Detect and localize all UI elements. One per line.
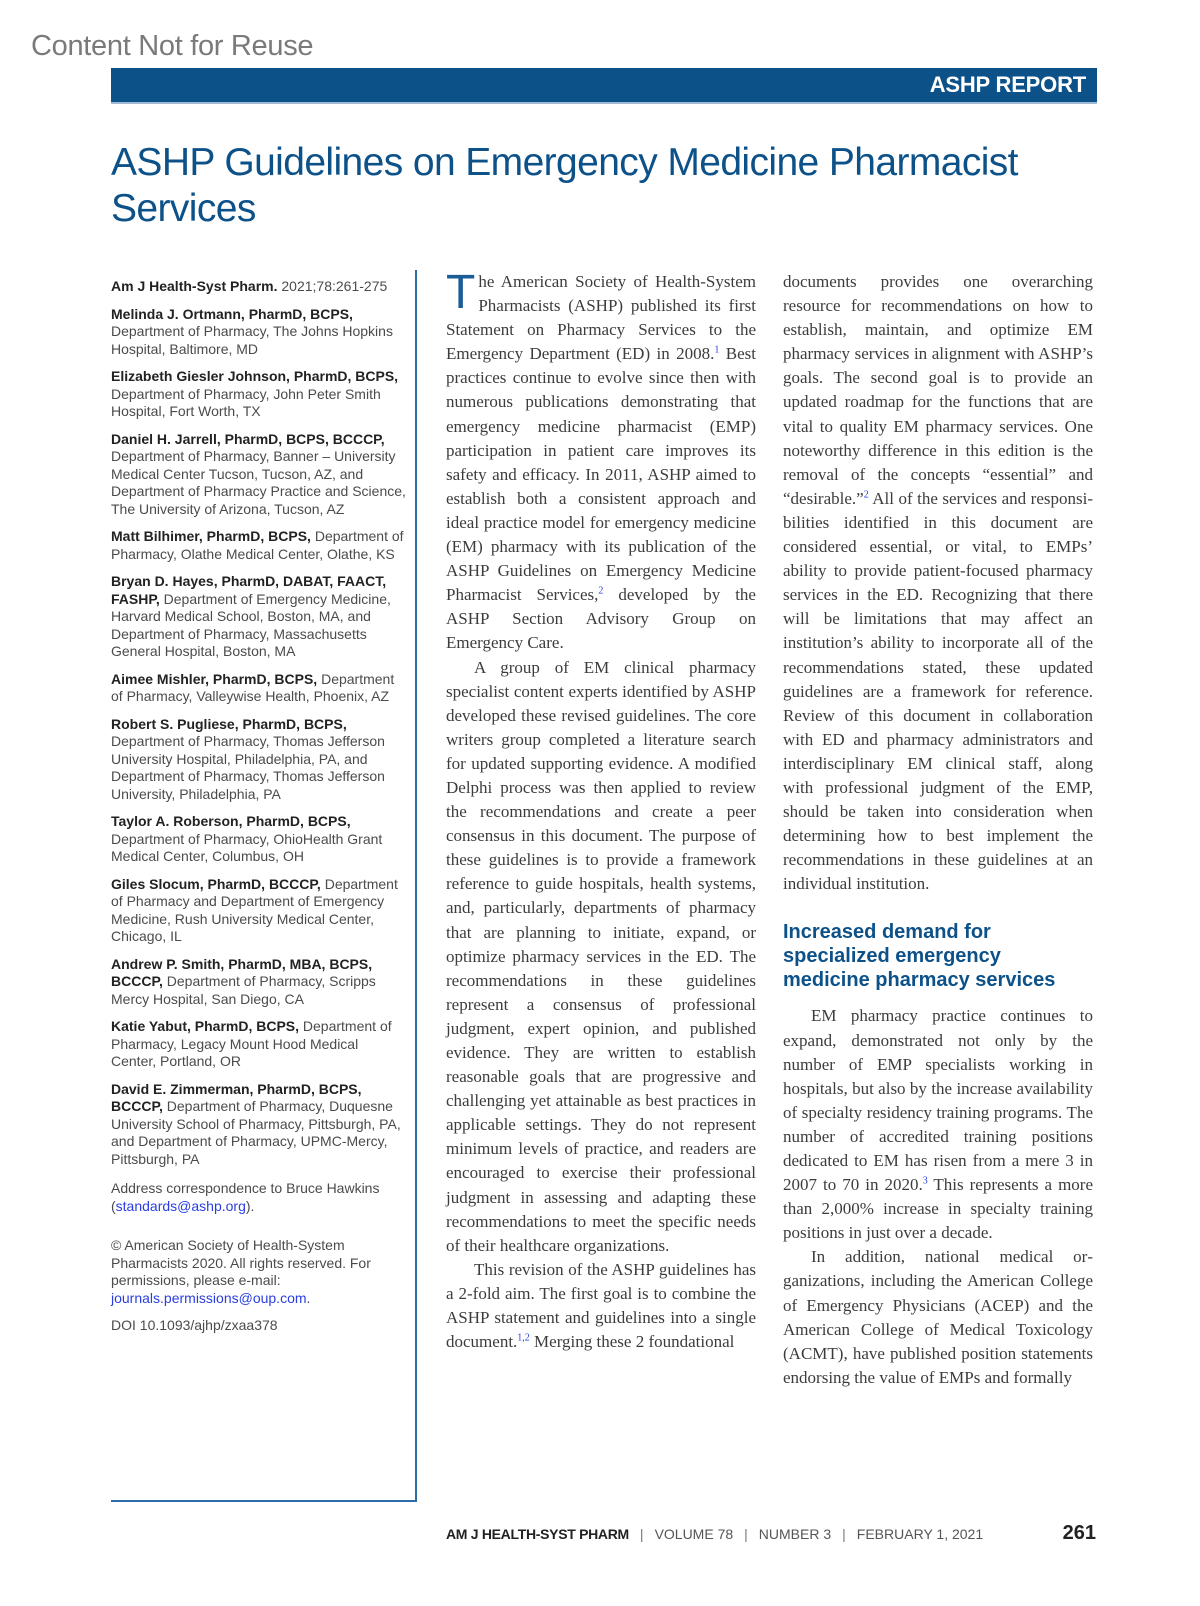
- author-affiliation: Department of Pharmacy, Duquesne University School of Pharmacy, Pittsburgh, PA, and Department of Pharmacy, UPMC-Mercy, Pittsburgh, PA: [111, 1098, 401, 1167]
- author-affiliation: Department of Pharmacy, Valleywise Health, Phoenix, AZ: [111, 670, 395, 704]
- paragraph-text: All of the services and responsibilities identified in this document are considered essential, or vital, to EMPs’ ability to provide patient-focused pharmacy services in the ED. Recognizing that there will be limitations that may affect an institution’s ability to incorporate all of the recommendations stated, these updated guidelines are a framework for reference. Review of this document in collaboration with ED and pharmacy administrators and interdisciplinary EM clinical staff, along with professional judgment of the EMP, should be taken into consideration when determining how to best implement the recommendations in these guidelines at an individual institution.: [783, 488, 1093, 894]
- citation: [111, 278, 415, 296]
- paragraph-text: This revision of the ASHP guidelines has a 2-fold aim. The first goal is to combine the ASHP statement and guidelines into a single document.: [446, 1259, 756, 1352]
- paragraph-text: Merging these 2 foundational: [529, 1332, 735, 1352]
- author-affiliation: Department of Pharmacy, Olathe Medical Center, Olathe, KS: [111, 528, 404, 562]
- citation-journal: Am J Health-Syst Pharm.: [111, 278, 278, 294]
- author-affiliation: Department of Pharmacy, Banner – University Medical Center Tucson, Tucson, AZ, and Department of Pharmacy Practice and Science, The University of Arizona, Tucson, AZ: [111, 448, 406, 517]
- paragraph-demand: [783, 1004, 1093, 1245]
- copyright-text: © American Society of Health-System Pharmacists 2020. All rights reserved. For permissions, please e-mail:: [111, 1237, 371, 1288]
- author-entry: [111, 1018, 415, 1071]
- author-list: [111, 306, 415, 1169]
- paragraph-text: he American Society of Health-System Pharmacists (ASHP) published its first Statement on Pharmacy Services to the Emergency Department (ED) in 2008.: [446, 272, 756, 364]
- footer-separator: |: [842, 1526, 846, 1542]
- author-affiliation: Department of Pharmacy, Scripps Mercy Hospital, San Diego, CA: [111, 973, 376, 1007]
- author-entry: [111, 573, 415, 661]
- reference-link[interactable]: 2: [863, 489, 869, 501]
- footer-journal: AM J HEALTH-SYST PHARM: [446, 1526, 629, 1542]
- page-footer: [446, 1522, 1096, 1546]
- reference-link[interactable]: 1,2: [517, 1332, 530, 1344]
- author-affiliation: Department of Emergency Medicine, Harvard Medical School, Boston, MA, and Department of Pharmacy, Massachusetts General Hospital, Boston, MA: [111, 590, 391, 659]
- doi: DOI 10.1093/ajhp/zxaa378: [111, 1317, 278, 1333]
- paragraph-organizations: In addition, national medical organizations, including the American College of Emergency Physicians (ACEP) and the American College of Medical Toxicology (ACMT), have published position statements endorsing the value of EMPs and formally: [783, 1247, 1093, 1387]
- author-affiliation: Department of Pharmacy, The Johns Hopkins Hospital, Baltimore, MD: [111, 323, 393, 357]
- footer-number: NUMBER 3: [758, 1526, 832, 1542]
- correspondence-email-link[interactable]: standards@ashp.org: [115, 1197, 246, 1214]
- author-name: David E. Zimmerman, PharmD, BCPS, BCCCP,: [111, 1080, 362, 1114]
- paragraph-text: This represents a more than 2,000% increase in specialty training positions in just over a decade.: [783, 1175, 1093, 1243]
- reference-link[interactable]: 3: [922, 1175, 928, 1187]
- author-affiliation: Department of Pharmacy, John Peter Smith Hospital, Fort Worth, TX: [111, 385, 381, 419]
- author-entry: [111, 671, 415, 706]
- address-suffix: ).: [245, 1197, 255, 1214]
- permissions-email-link[interactable]: journals.permissions@oup.com: [111, 1289, 307, 1306]
- author-name: Taylor A. Roberson, PharmD, BCPS,: [111, 813, 351, 829]
- paragraph-group: A group of EM clinical pharmacy specialist content experts identified by ASHP developed these revised guidelines. The core writers group completed a literature search for updated supporting evidence. A modified Delphi process was then applied to review the recommendations and create a peer consensus in this document. The purpose of these guidelines is to provide a framework reference to guide hospitals, health systems, and, particularly, departments of pharmacy that are planning to initiate, expand, or optimize pharmacy services in the ED. The recommendations in these guidelines represent a consensus of professional judgment, expert opinion, and published evidence. They are written to establish reasonable goals that are progressive and challenging yet attainable as best practices in applicable settings. They do not represent minimum levels of practice, and readers are encouraged to exercise their professional judgment in assessing and adapting these recommendations to meet the specific needs of their healthcare organizations.: [446, 657, 756, 1255]
- author-entry: [111, 431, 415, 519]
- author-name: Andrew P. Smith, PharmD, MBA, BCPS, BCCCP,: [111, 955, 373, 989]
- paragraph-revision: [446, 1258, 756, 1354]
- author-name: Giles Slocum, PharmD, BCCCP,: [111, 875, 321, 892]
- author-affiliation: Department of Pharmacy, OhioHealth Grant Medical Center, Columbus, OH: [111, 830, 383, 864]
- address-text: Address correspondence to Bruce Hawkins (: [111, 1180, 380, 1214]
- author-affiliation: Department of Pharmacy, Legacy Mount Hood Medical Center, Portland, OR: [111, 1018, 392, 1069]
- drop-cap: T: [446, 266, 476, 319]
- author-name: Robert S. Pugliese, PharmD, BCPS,: [111, 715, 347, 732]
- author-name: Katie Yabut, PharmD, BCPS,: [111, 1018, 300, 1034]
- author-name: Elizabeth Giesler Johnson, PharmD, BCPS,: [111, 368, 399, 384]
- author-entry: [111, 1081, 415, 1169]
- author-entry: [111, 716, 415, 804]
- author-name: Aimee Mishler, PharmD, BCPS,: [111, 670, 318, 687]
- citation-ref: 2021;78:261-275: [277, 278, 388, 294]
- paragraph-text: EM pharmacy practice continues to expand, demonstrated not only by the number of EMP specialists working in hospitals, but also by the increase availability of specialty residency training programs. The number of accredited training positions dedicated to EM has risen from a mere 3 in 2007 to 70 in 2020.: [783, 1006, 1093, 1195]
- reference-link[interactable]: 1: [714, 344, 720, 356]
- author-entry: [111, 528, 415, 563]
- copyright-suffix: .: [306, 1289, 311, 1306]
- author-entry: [111, 813, 415, 866]
- author-entry: [111, 876, 415, 946]
- paragraph-text: documents provides one overarching resource for recommendations on how to establish, maintain, and optimize EM pharmacy services in alignment with ASHP’s goals. The second goal is to provide an updated roadmap for the functions that are vital to quality EM pharmacy services. One noteworthy difference in this edition is the removal of the concepts “essential” and “desirable.”: [783, 272, 1093, 508]
- author-name: Bryan D. Hayes, PharmD, DABAT, FAACT, FASHP,: [111, 573, 387, 607]
- author-affiliation: Department of Pharmacy and Department of Emergency Medicine, Rush University Medical Center, Chicago, IL: [111, 875, 398, 944]
- author-name: Melinda J. Ortmann, PharmD, BCPS,: [111, 305, 353, 322]
- footer-separator: |: [744, 1526, 748, 1542]
- author-entry: [111, 368, 415, 421]
- body-column-1: [446, 266, 756, 1354]
- author-name: Matt Bilhimer, PharmD, BCPS,: [111, 528, 311, 544]
- paragraph-text: Best practices continue to evolve since then with numerous publications demonstrating that emergency medicine pharmacist (EMP) participation in patient care improves its safety and efficacy. In 2011, ASHP aimed to establish both a consistent approach and ideal practice model for emergency medicine (EM) pharmacy with its publication of the ASHP Guidelines on Emergency Medicine Pharmacist Services,: [446, 344, 756, 605]
- paragraph-text: developed by the ASHP Section Advisory Group on Emergency Care.: [446, 585, 756, 653]
- paragraph-continued: [783, 270, 1093, 896]
- page-number: 261: [1062, 1522, 1096, 1544]
- report-banner: [111, 68, 1097, 104]
- footer-date: FEBRUARY 1, 2021: [856, 1526, 984, 1542]
- author-sidebar: [111, 270, 417, 1502]
- footer-separator: |: [639, 1526, 644, 1542]
- author-affiliation: Department of Pharmacy, Thomas Jefferson University Hospital, Philadelphia, PA, and Department of Pharmacy, Thomas Jefferson University, Philadelphia, PA: [111, 733, 385, 802]
- copyright-notice: [111, 1237, 415, 1307]
- footer-volume: VOLUME 78: [654, 1526, 734, 1542]
- article-title: ASHP Guidelines on Emergency Medicine Pharmacist Services: [111, 141, 1018, 230]
- section-heading: Increased demand for specialized emergency medicine pharmacy services: [783, 921, 1056, 992]
- author-entry: [111, 956, 415, 1009]
- author-entry: [111, 306, 415, 359]
- author-name: Daniel H. Jarrell, PharmD, BCPS, BCCCP,: [111, 430, 385, 447]
- reference-link[interactable]: 2: [598, 585, 604, 597]
- body-column-2: [783, 270, 1093, 1390]
- paragraph-intro: [446, 266, 756, 656]
- correspondence-address: [111, 1180, 415, 1215]
- watermark: Content Not for Reuse: [31, 30, 314, 62]
- banner-label: ASHP REPORT: [929, 72, 1086, 97]
